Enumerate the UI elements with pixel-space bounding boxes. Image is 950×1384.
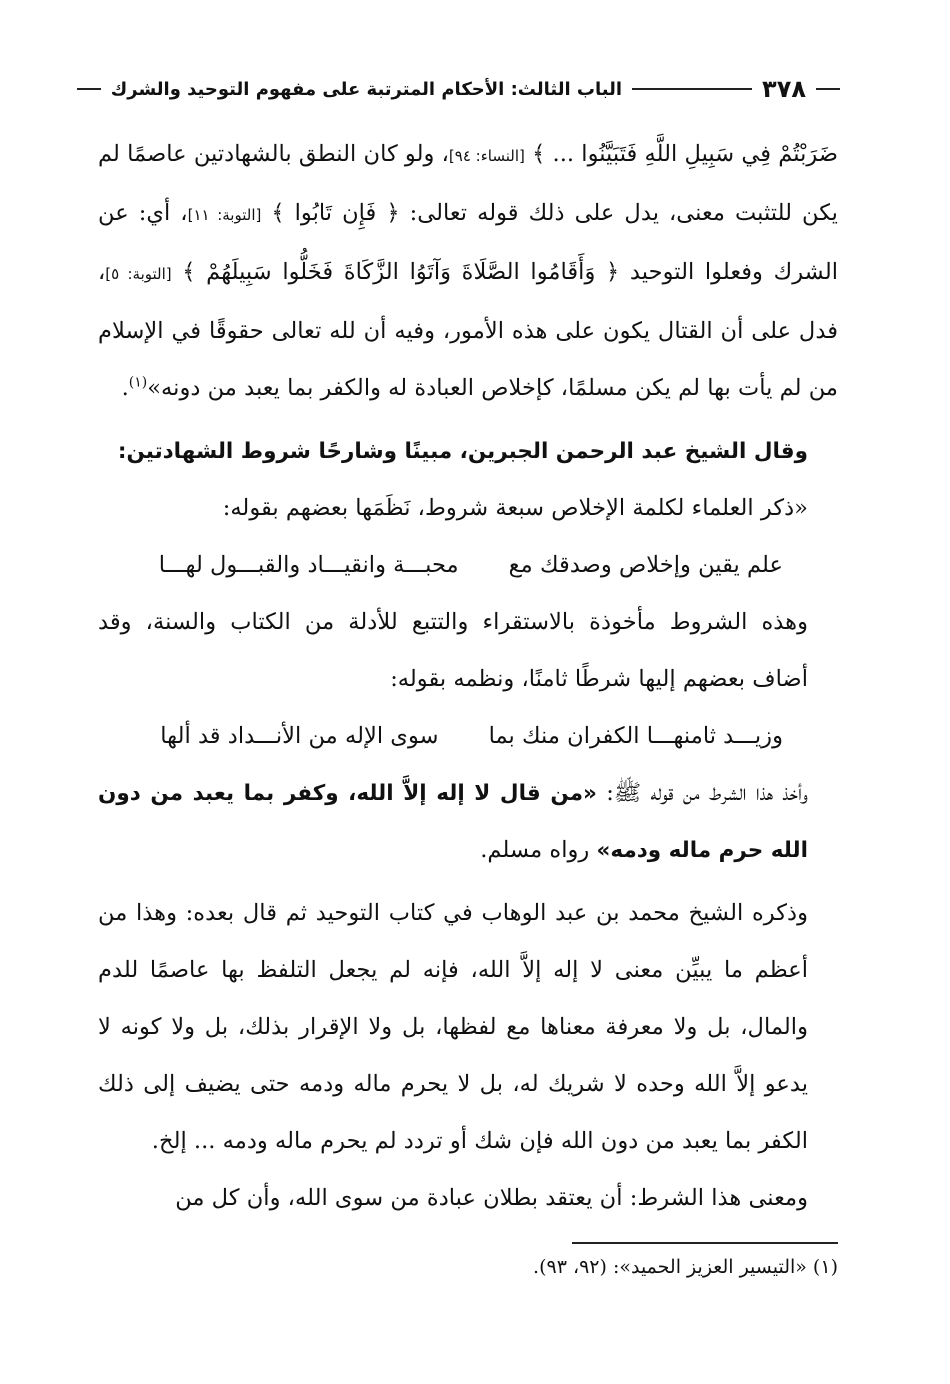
header-dash-right	[816, 88, 840, 90]
paragraph-hadith: وأخذ هذا الشرط من قوله ﷺ: «من قال لا إله إلاَّ الله، وكفر بما يعبد من دون الله حرم ماله ودمه» رواه مسلم.	[98, 780, 808, 863]
paragraph-seven-conditions: «ذكر العلماء لكلمة الإخلاص سبعة شروط، نَظَمَها بعضهم بقوله:	[222, 495, 808, 521]
footnote: (١) «التيسير العزيز الحميد»: (٩٢، ٩٣).	[533, 1256, 838, 1278]
paragraph-jibreen-intro: وقال الشيخ عبد الرحمن الجبرين، مبينًا وشارحًا شروط الشهادتين:	[117, 439, 808, 464]
running-header	[98, 72, 840, 106]
poem-hemistich-left: محبـــة وانقيـــاد والقبـــول لهـــا	[158, 552, 459, 578]
paragraph-meaning-of-condition: ومعنى هذا الشرط: أن يعتقد بطلان عبادة من سوى الله، وأن كل من	[175, 1185, 808, 1211]
quran-verse: ضَرَبْتُمْ فِي سَبِيلِ اللَّهِ فَتَبَيَّنُوا ... ﴾	[532, 141, 839, 167]
poem-hemistich-right: علم يقين وإخلاص وصدقك مع	[508, 552, 783, 578]
main-text	[98, 126, 838, 1227]
poem-hemistich-left: سوى الإله من الأنـــداد قد ألها	[160, 723, 439, 749]
paragraph-eighth-condition: وهذه الشروط مأخوذة بالاستقراء والتتبع للأدلة من الكتاب والسنة، وقد أضاف بعضهم إليها شرطًا ثامنًا، ونظمه بقوله:	[98, 609, 808, 692]
paragraph-ibn-abdulwahhab: وذكره الشيخ محمد بن عبد الوهاب في كتاب التوحيد ثم قال بعده: وهذا من أعظم ما يبيِّن معنى لا إله إلاَّ الله، فإنه لم يجعل التلفظ بها عاصمًا للدم والمال، بل ولا معرفة معناها مع لفظها، بل ولا الإقرار بذلك، بل ولا كونه لا يدعو إلاَّ الله وحده لا شريك له، بل لا يحرم ماله ودمه حتى يضيف إلى ذلك الكفر بما يعبد من دون الله فإن شك أو تردد لم يحرم ماله ودمه ... إلخ.	[98, 900, 808, 1154]
poem-verse-1	[98, 537, 838, 594]
paragraph-quote-continuation: ضَرَبْتُمْ فِي سَبِيلِ اللَّهِ فَتَبَيَّنُوا ... ﴾ [النساء: ٩٤]، ولو كان النطق بالشهادتين عاصمًا لم يكن للتثبت معنى، يدل على ذلك قوله تعالى: ﴿ فَإِن تَابُوا ﴾ [التوبة: ١١]، أي: عن الشرك وفعلوا التوحيد ﴿ وَأَقَامُوا الصَّلَاةَ وَآتَوُا الزَّكَاةَ فَخَلُّوا سَبِيلَهُمْ ﴾ [التوبة: ٥]، فدل على أن القتال يكون على هذه الأمور، وفيه أن لله تعالى حقوقًا في الإسلام من لم يأت بها لم يكن مسلمًا، كإخلاص العبادة له والكفر بما يعبد من دونه»$^{(١)}$.	[98, 141, 839, 401]
header-dash-left	[77, 88, 101, 90]
poem-hemistich-right: وزيـــد ثامنهـــا الكفران منك بما	[488, 723, 783, 749]
poem-verse-2	[98, 708, 838, 765]
footnote-separator	[572, 1242, 838, 1244]
verse-reference: [التوبة: ١١]	[187, 206, 262, 224]
header-rule	[632, 88, 752, 90]
quran-verse: ﴿ وَأَقَامُوا الصَّلَاةَ وَآتَوُا الزَّكَاةَ فَخَلُّوا سَبِيلَهُمْ ﴾	[182, 259, 620, 285]
verse-reference: [التوبة: ٥]	[105, 265, 172, 283]
footnote-marker[interactable]: (١)	[128, 374, 148, 391]
chapter-title: الباب الثالث: الأحكام المترتبة على مفهوم التوحيد والشرك	[110, 78, 623, 100]
hadith-text: «من قال لا إله إلاَّ الله، وكفر بما يعبد من دون الله حرم ماله ودمه»	[98, 781, 808, 863]
page-number: ٣٧٨	[762, 75, 806, 103]
quran-verse: ﴿ فَإِن تَابُوا ﴾	[271, 200, 400, 226]
verse-reference: [النساء: ٩٤]	[448, 147, 525, 165]
